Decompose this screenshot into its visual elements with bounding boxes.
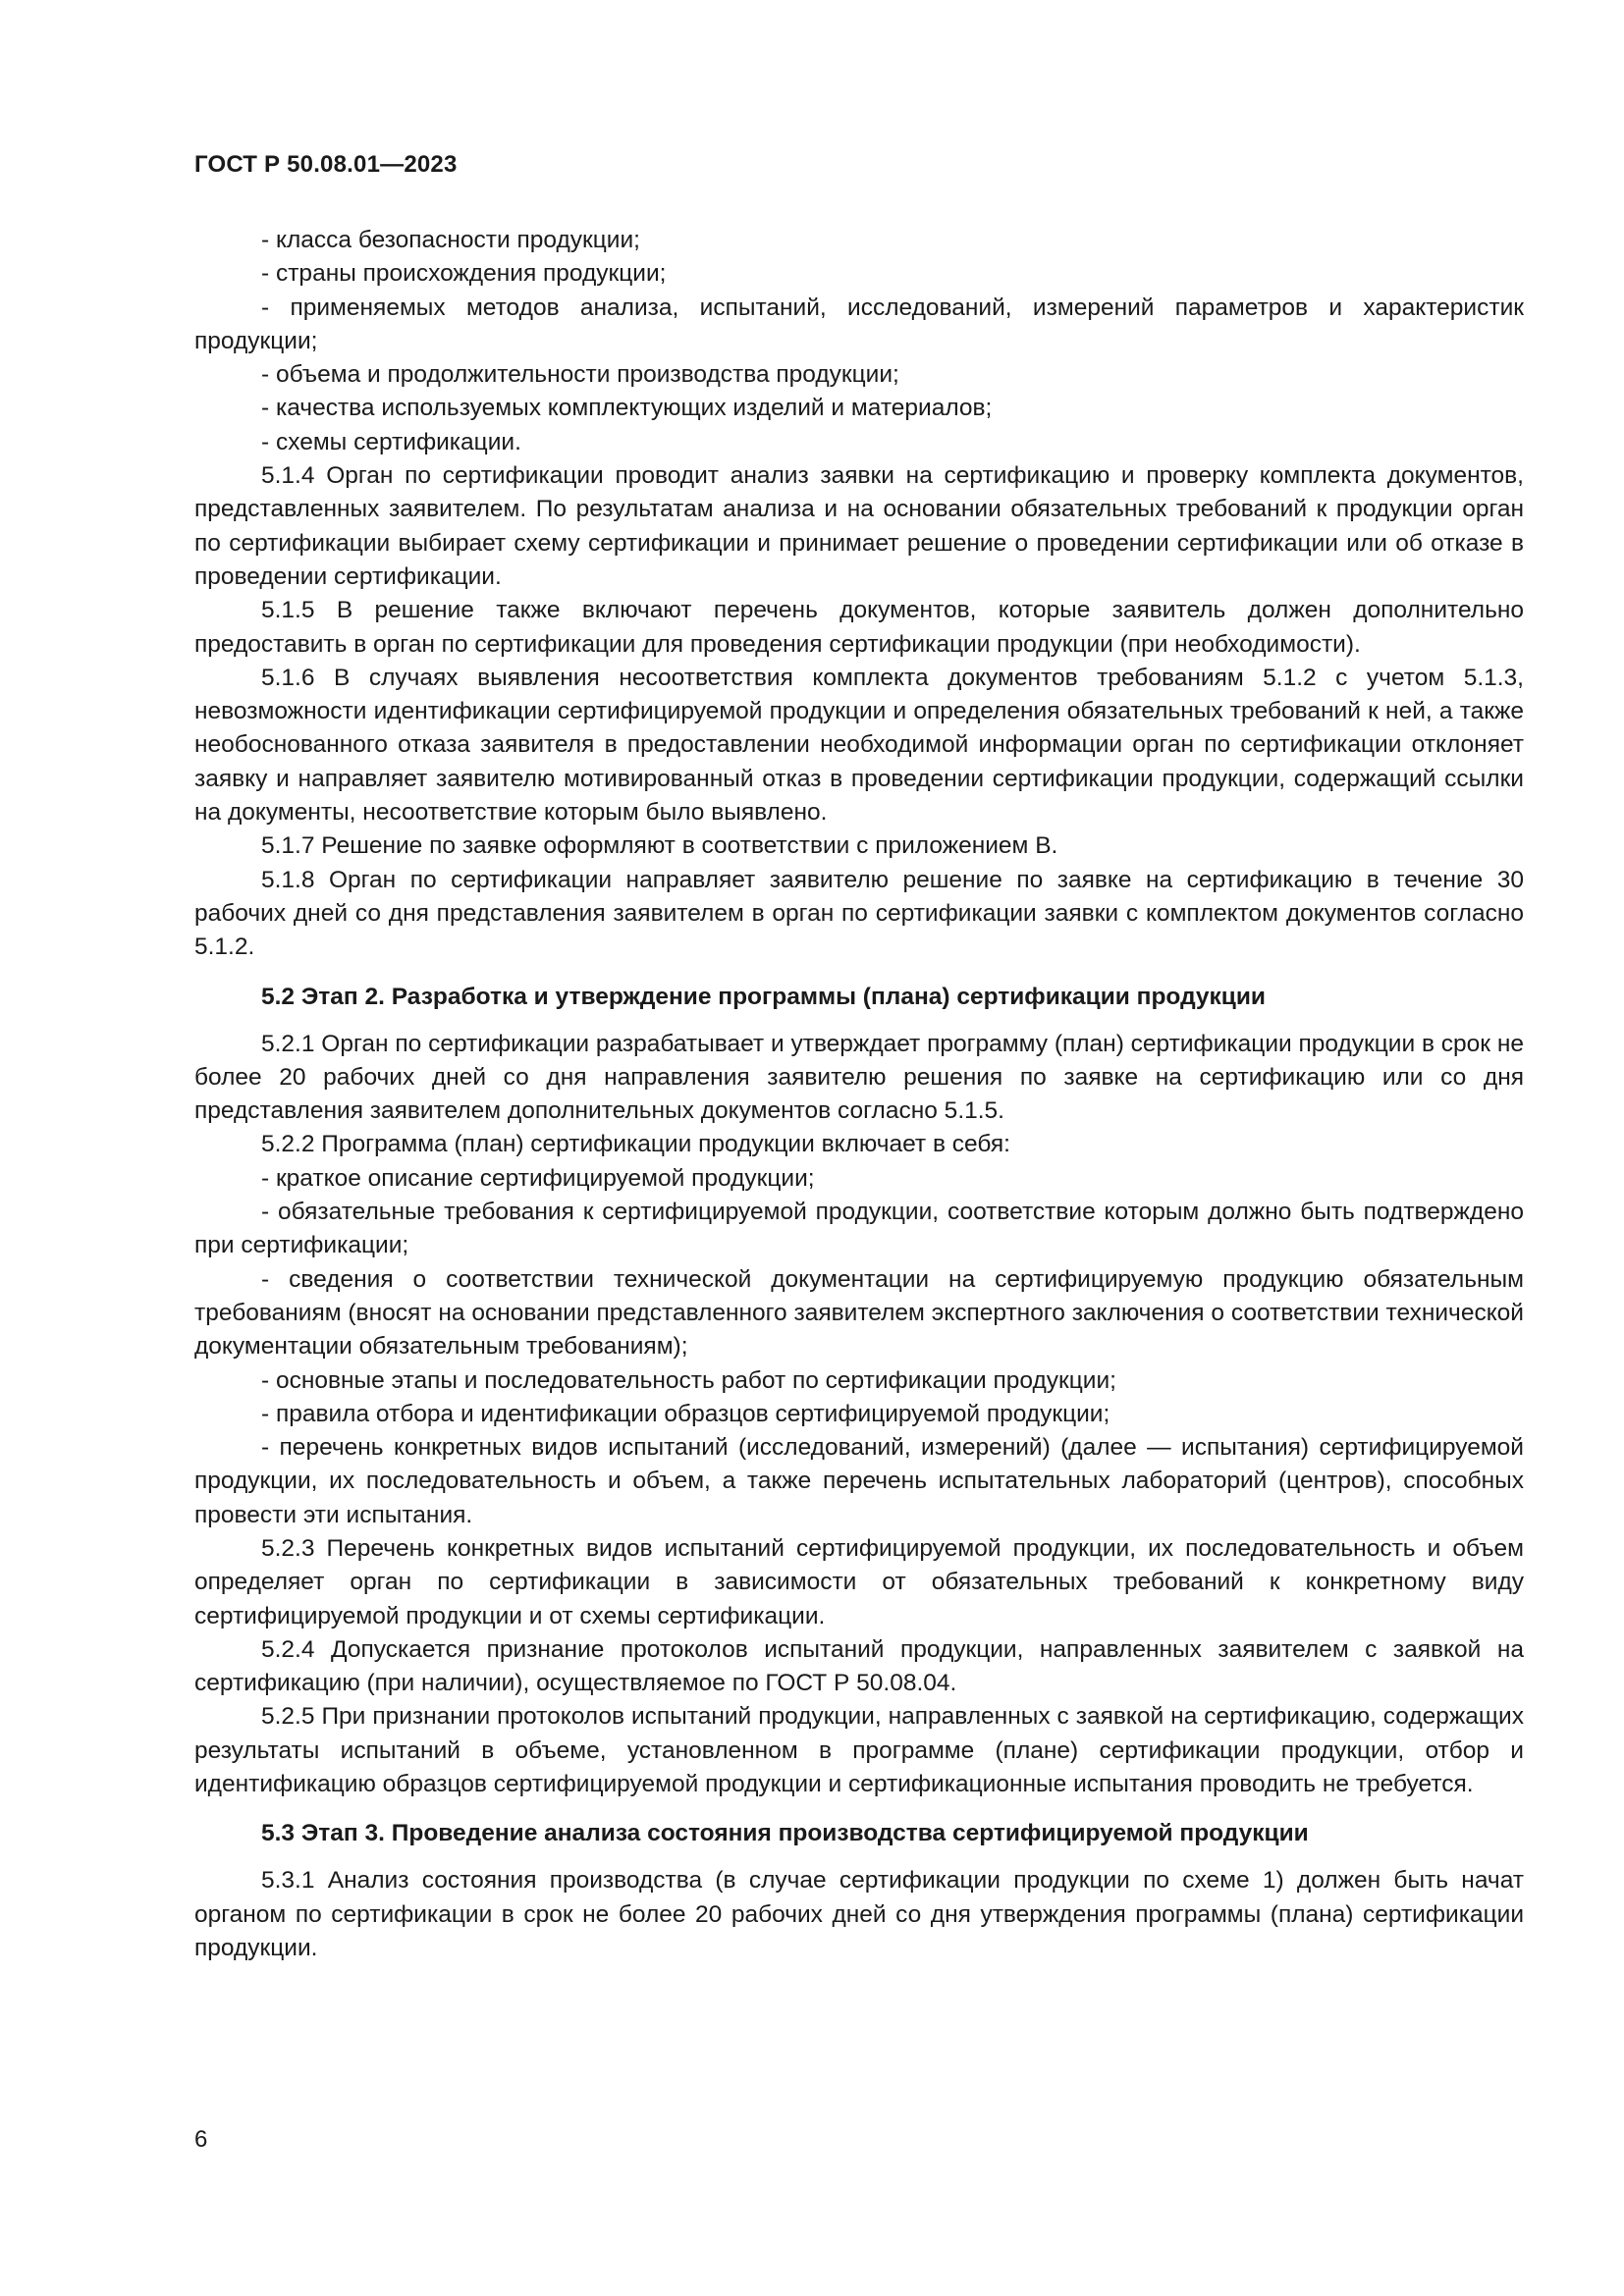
clause-5-1-4: 5.1.4 Орган по сертификации проводит анализ заявки на сертификацию и проверку комплекта документов, представленных заявителем. По результатам анализа и на основании обязательных требований к продукции орган по сертификации выбирает схему сертификации и принимает решение о проведении сертификации или об отказе в проведении сертификации. xyxy=(194,462,1524,590)
list-item: - краткое описание сертифицируемой продукции; xyxy=(261,1164,815,1192)
clause-5-2-5: 5.2.5 При признании протоколов испытаний продукции, направленных с заявкой на сертификацию, содержащих результаты испытаний в объеме, установленном в программе (плане) сертификации продукции, отбор и идентификацию образцов сертифицируемой продукции и сертификационные испытания проводить не требуется. xyxy=(194,1703,1524,1798)
list-item: - схемы сертификации. xyxy=(261,428,521,455)
list-item: - основные этапы и последовательность работ по сертификации продукции; xyxy=(261,1366,1116,1394)
list-item: - обязательные требования к сертифицируемой продукции, соответствие которым должно быть подтверждено при сертификации; xyxy=(194,1199,1524,1259)
list-item: - перечень конкретных видов испытаний (исследований, измерений) (далее — испытания) сертифицируемой продукции, их последовательность и объем, а также перечень испытательных лабораторий (центров), способных провести эти испытания. xyxy=(194,1434,1524,1528)
list-item: - применяемых методов анализа, испытаний, исследований, измерений параметров и характеристик продукции; xyxy=(194,294,1524,354)
clause-5-3-1: 5.3.1 Анализ состояния производства (в случае сертификации продукции по схеме 1) должен быть начат органом по сертификации в срок не более 20 рабочих дней со дня утверждения программы (плана) сертификации продукции. xyxy=(194,1867,1524,1961)
clause-5-1-7: 5.1.7 Решение по заявке оформляют в соответствии с приложением В. xyxy=(261,832,1058,860)
section-heading-5-2: 5.2 Этап 2. Разработка и утверждение программы (плана) сертификации продукции xyxy=(261,983,1266,1010)
document-body xyxy=(194,224,1524,1965)
list-item: - страны происхождения продукции; xyxy=(261,260,667,288)
list-item: - качества используемых комплектующих изделий и материалов; xyxy=(261,395,993,422)
document-header: ГОСТ Р 50.08.01—2023 xyxy=(194,151,458,178)
clause-5-1-8: 5.1.8 Орган по сертификации направляет заявителю решение по заявке на сертификацию в течение 30 рабочих дней со дня представления заявителем в орган по сертификации заявки с комплектом документов согласно 5.1.2. xyxy=(194,866,1524,961)
clause-5-2-3: 5.2.3 Перечень конкретных видов испытаний сертифицируемой продукции, их последовательность и объем определяет орган по сертификации в зависимости от обязательных требований к конкретному виду сертифицируемой продукции и от схемы сертификации. xyxy=(194,1534,1524,1629)
section-heading-5-3: 5.3 Этап 3. Проведение анализа состояния производства сертифицируемой продукции xyxy=(261,1820,1309,1847)
page-number: 6 xyxy=(194,2126,208,2153)
list-item: - класса безопасности продукции; xyxy=(261,227,640,253)
list-item: - объема и продолжительности производства продукции; xyxy=(261,361,899,389)
clause-5-2-1: 5.2.1 Орган по сертификации разрабатывает и утверждает программу (план) сертификации продукции в срок не более 20 рабочих дней со дня направления заявителю решения по заявке на сертификацию или со дня представления заявителем дополнительных документов согласно 5.1.5. xyxy=(194,1030,1524,1125)
clause-5-2-4: 5.2.4 Допускается признание протоколов испытаний продукции, направленных заявителем с заявкой на сертификацию (при наличии), осуществляемое по ГОСТ Р 50.08.04. xyxy=(194,1635,1524,1697)
clause-5-1-5: 5.1.5 В решение также включают перечень документов, которые заявитель должен дополнительно предоставить в орган по сертификации для проведения сертификации продукции (при необходимости). xyxy=(194,597,1524,658)
clause-5-1-6: 5.1.6 В случаях выявления несоответствия комплекта документов требованиям 5.1.2 с учетом 5.1.3, невозможности идентификации сертифицируемой продукции и определения обязательных требований к ней, а также необоснованного отказа заявителя в предоставлении необходимой информации орган по сертификации отклоняет заявку и направляет заявителю мотивированный отказ в проведении сертификации продукции, содержащий ссылки на документы, несоответствие которым было выявлено. xyxy=(194,664,1524,827)
clause-5-2-2: 5.2.2 Программа (план) сертификации продукции включает в себя: xyxy=(261,1131,1010,1158)
list-item: - сведения о соответствии технической документации на сертифицируемую продукцию обязательным требованиям (вносят на основании представленного заявителем экспертного заключения о соответствии технической документации обязательным требованиям); xyxy=(194,1265,1524,1361)
list-item: - правила отбора и идентификации образцов сертифицируемой продукции; xyxy=(261,1400,1110,1427)
